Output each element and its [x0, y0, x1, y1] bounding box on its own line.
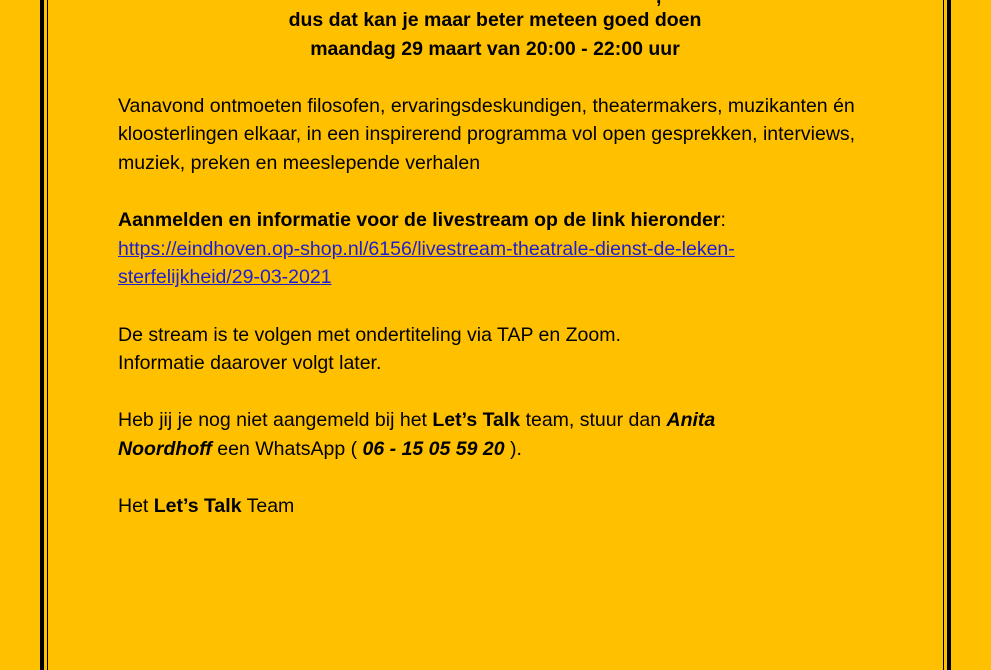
signoff-post: Team: [241, 495, 295, 518]
header-line-1: dus dat kan je maar beter meteen goed doen: [288, 9, 702, 31]
livestream-link[interactable]: [118, 238, 735, 289]
contact-person-first: Anita: [666, 409, 716, 432]
registration-colon: :: [720, 209, 726, 232]
contact-post-1: een WhatsApp (: [211, 437, 363, 460]
stream-line-2: Informatie daarover volgt later.: [118, 352, 382, 375]
stream-line-1: De stream is te volgen met ondertiteling via TAP en Zoom.: [118, 323, 621, 346]
contact-phone: 06 - 15 05 59 20: [362, 437, 505, 460]
signoff-team-name: Let’s Talk: [153, 495, 242, 518]
registration-label: Aanmelden en informatie voor de livestream op de link hieronder: [118, 209, 721, 232]
contact-pre: Heb jij je nog niet aangemeld bij het: [118, 409, 433, 432]
event-date-line: maandag 29 maart van 20:00 - 22:00 uur: [310, 37, 680, 60]
livestream-link-line-2: sterfelijkheid/29-03-2021: [118, 266, 332, 289]
contact-post-2: ).: [504, 437, 522, 460]
document-body: [118, 0, 878, 521]
signoff-paragraph: [118, 492, 878, 521]
intro-text: Vanavond ontmoeten filosofen, ervaringsdeskundigen, theatermakers, muzikanten én kloosterlingen elkaar, in een inspirerend programma vol open gesprekken, interviews, muziek, preken en meeslepende verhalen: [118, 94, 856, 174]
intro-paragraph: [118, 92, 858, 178]
contact-team-name: Let’s Talk: [432, 409, 521, 432]
stream-paragraph: [118, 321, 878, 378]
registration-paragraph: [118, 206, 878, 292]
livestream-link-line-1: https://eindhoven.op-shop.nl/6156/livestream-theatrale-dienst-de-leken-: [118, 237, 735, 260]
contact-mid: team, stuur dan: [520, 409, 667, 432]
contact-paragraph: [118, 406, 878, 463]
signoff-pre: Het: [118, 495, 154, 518]
contact-person-last: Noordhoff: [118, 437, 212, 460]
